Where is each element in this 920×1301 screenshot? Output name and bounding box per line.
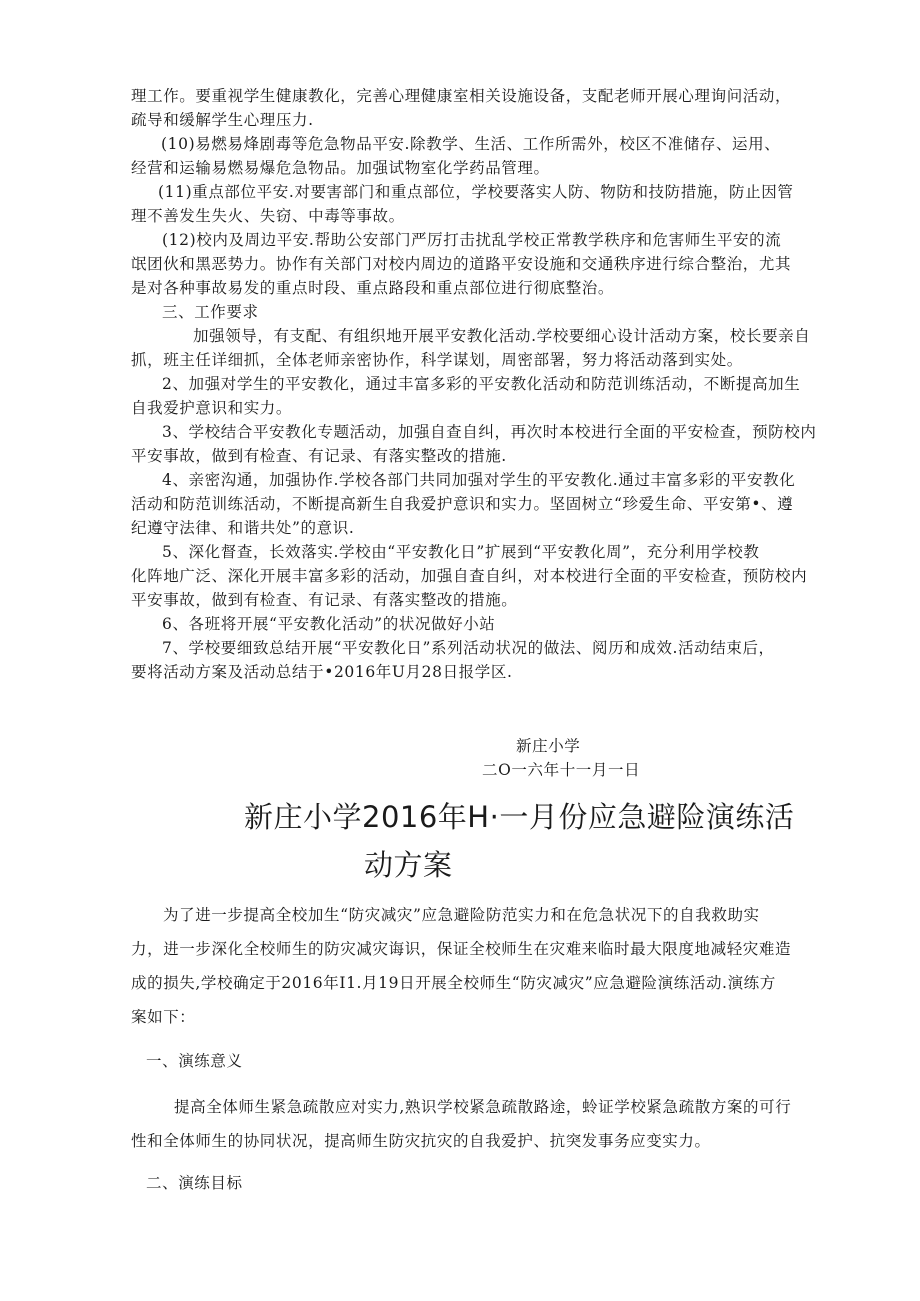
paragraph-line: 3、学校结合平安教化专题活动，加强自查自纠，再次时本校进行全面的平安检查，预防校内 — [162, 423, 817, 441]
section-heading: 二、演练目标 — [146, 1174, 243, 1192]
paragraph-line: 2、加强对学生的平安教化，通过丰富多彩的平安教化活动和防范训练活动，不断提高加生 — [162, 375, 801, 393]
paragraph-line: 自我爱护意识和实力。 — [131, 399, 293, 417]
signature-date: 二O一六年十一月一日 — [482, 761, 641, 779]
paragraph-line: 纪遵守法律、和谐共处”的意识. — [131, 519, 355, 537]
paragraph-line: (11)重点部位平安.对要害部门和重点部位，学校要落实人防、物防和技防措施，防止因管 — [158, 183, 794, 201]
paragraph-line: 力，进一步深化全校师生的防灾减灾诲识，保证全校师生在灾难来临时最大限度地减轻灾难造 — [131, 940, 792, 958]
paragraph-line: 活动和防范训练活动，不断提高新生自我爱护意识和实力。坚固树立“珍爱生命、平安第•、遵 — [131, 495, 794, 513]
paragraph-line: 疏导和缓解学生心理压力. — [131, 111, 314, 129]
paragraph-line: 氓团伙和黑恶势力。协作有关部门对校内周边的道路平安设施和交通秩序进行综合整治，尤其 — [131, 255, 792, 273]
paragraph-line: 案如下： — [131, 1008, 196, 1026]
paragraph-line: 4、亲密沟通，加强协作.学校各部门共同加强对学生的平安教化.通过丰富多彩的平安教化 — [162, 471, 796, 489]
paragraph-line: 性和全体师生的协同状况，提高师生防灾抗灾的自我爱护、抗突发事务应变实力。 — [131, 1132, 711, 1150]
paragraph-line: 理不善发生失火、失窃、中毒等事故。 — [131, 207, 405, 225]
paragraph-line: 经营和运输易燃易爆危急物品。加强试物室化学药品管理。 — [131, 159, 550, 177]
paragraph-line: 化阵地广泛、深化开展丰富多彩的活动，加强自査自纠，对本校进行全面的平安检查，预防校内 — [131, 567, 808, 585]
paragraph-line: 是对各种事故易发的重点时段、重点路段和重点部位进行彻底整治。 — [131, 279, 615, 297]
paragraph-line: 提高全体师生紧急疏散应对实力,熟识学校紧急疏散路途，蛉证学校紧急疏散方案的可行 — [174, 1098, 792, 1116]
document-title-line-1: 新庄小学2016年H·一月份应急避险演练活 — [244, 800, 795, 834]
document-title-line-2: 动方案 — [364, 848, 453, 882]
paragraph-line: 为了进一步提高全校加生“防灾减灾”应急避险防范实力和在危急状况下的自我救助实 — [163, 906, 760, 924]
section-heading: 一、演练意义 — [146, 1052, 243, 1070]
paragraph-line: 抓，班主任详细抓，全体老师亲密协作，科学谋划，周密部署，努力将活动落到实处。 — [131, 351, 743, 369]
paragraph-line: 6、各班将开展“平安教化活动”的状况做好小站 — [162, 615, 496, 633]
paragraph-line: 7、学校要细致总结开展“平安教化日”系列活动状况的做法、阅历和成效.活动结束后， — [162, 639, 775, 657]
paragraph-line: 成的损失,学校确定于2016年I1.月19日开展全校师生“防灾减灾”应急避险演练活动.演练方 — [131, 974, 776, 992]
paragraph-line: 平安事故，做到有检查、有记录、有落实整改的措施。 — [131, 591, 518, 609]
paragraph-line: 加强领导，有支配、有组织地开展平安教化活动.学校要细心设计活动方案，校长要亲自 — [193, 327, 811, 345]
section-heading: 三、工作要求 — [162, 303, 259, 321]
paragraph-line: 5、深化督查，长效落实.学校由“平安教化日”扩展到“平安教化周”，充分利用学校教 — [162, 543, 760, 561]
paragraph-line: 要将活动方案及活动总结于•2016年U月28日报学区. — [131, 663, 513, 681]
paragraph-line: 理工作。要重视学生健康教化，完善心理健康室相关设施设备，支配老师开展心理询问活动， — [131, 87, 792, 105]
paragraph-line: (10)易燃易烽剧毒等危急物品平安.除教学、生活、工作所需外，校区不准储存、运用、 — [161, 135, 781, 153]
paragraph-line: 平安事故，做到有检查、有记录、有落实整改的措施. — [131, 447, 507, 465]
paragraph-line: (12)校内及周边平安.帮助公安部门严厉打击扰乱学校正常教学秩序和危害师生平安的流 — [162, 231, 782, 249]
signature-school: 新庄小学 — [516, 737, 581, 755]
